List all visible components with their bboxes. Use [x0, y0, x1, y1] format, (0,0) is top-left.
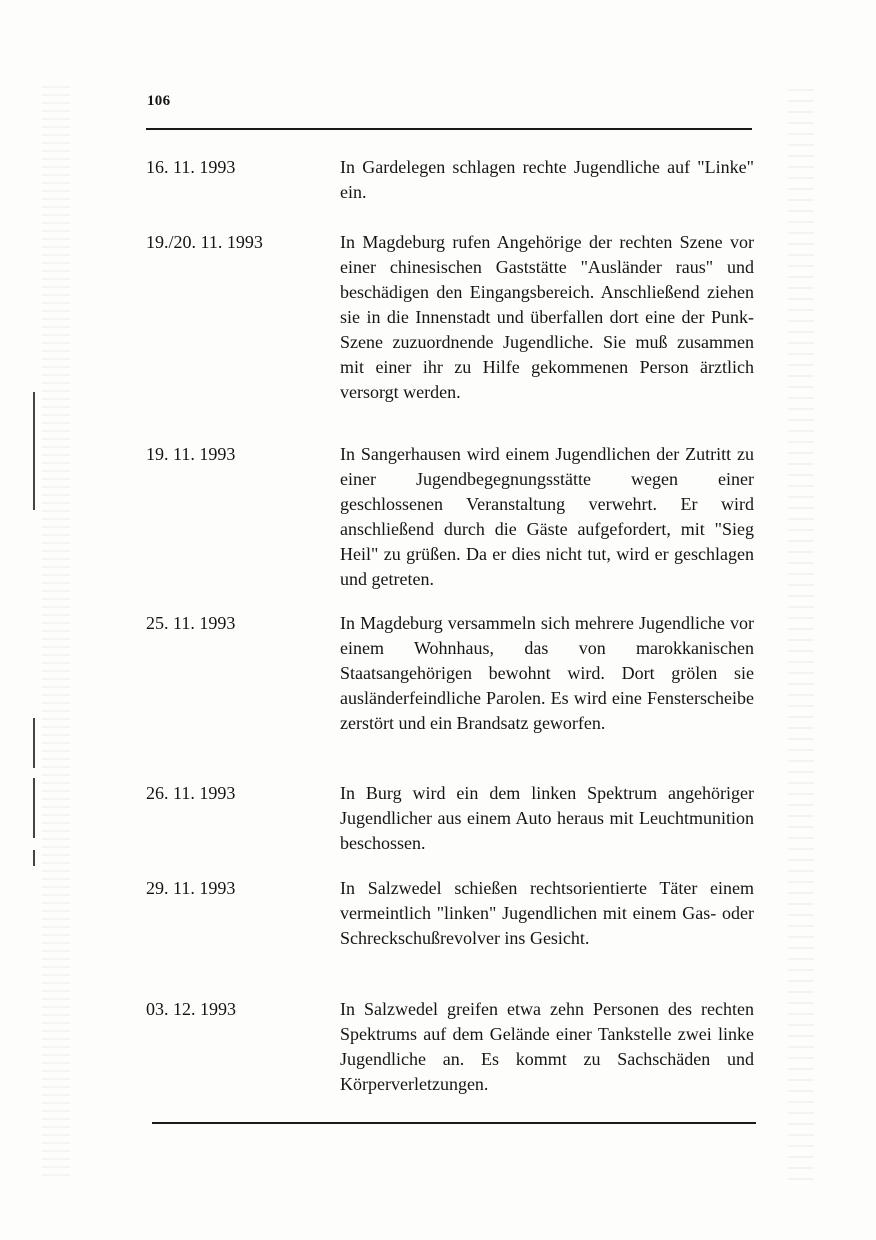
entry-date: 16. 11. 1993: [146, 157, 236, 177]
scan-edge-right: [788, 80, 814, 1180]
scan-mark: [33, 392, 35, 510]
entry-text: In Burg wird ein dem linken Spektrum angehöriger Jugendlicher aus einem Auto heraus mit Leuchtmunition beschossen.: [340, 783, 754, 853]
entry-text: In Gardelegen schlagen rechte Jugendliche auf "Linke" ein.: [340, 157, 754, 202]
scan-mark: [33, 718, 35, 768]
entry-text: In Sangerhausen wird einem Jugendlichen der Zutritt zu einer Jugendbegegnungsstätte wegen einer geschlossenen Veranstaltung verwehrt. Er wird anschließend durch die Gäste aufgefordert, mit "Sieg Heil" zu grüßen. Da er dies nicht tut, wird er geschlagen und getreten.: [340, 444, 754, 589]
entry-date: 26. 11. 1993: [146, 783, 236, 803]
entry-text: In Magdeburg versammeln sich mehrere Jugendliche vor einem Wohnhaus, das von marokkanischen Staatsangehörigen bewohnt wird. Dort grölen sie ausländerfeindliche Parolen. Es wird eine Fensterscheibe zerstört und ein Brandsatz geworfen.: [340, 613, 754, 733]
entry-text: In Salzwedel greifen etwa zehn Personen des rechten Spektrums auf dem Gelände einer Tankstelle zwei linke Jugendliche an. Es kommt zu Sachschäden und Körperverletzungen.: [340, 999, 754, 1094]
header-rule: [146, 128, 752, 130]
scan-mark: [33, 778, 35, 838]
entry-date: 19. 11. 1993: [146, 444, 236, 464]
entry-date: 25. 11. 1993: [146, 613, 236, 633]
entry-text: In Salzwedel schießen rechtsorientierte Täter einem vermeintlich "linken" Jugendlichen mit einem Gas- oder Schreckschußrevolver ins Gesicht.: [340, 878, 754, 948]
entry-date: 29. 11. 1993: [146, 878, 236, 898]
page-number: 106: [147, 93, 171, 109]
entry-text: In Magdeburg rufen Angehörige der rechten Szene vor einer chinesischen Gaststätte "Ausländer raus" und beschädigen den Eingangsbereich. Anschließend ziehen sie in die Innenstadt und überfallen dort eine der Punk-Szene zuzuordnende Jugendliche. Sie muß zusammen mit einer ihr zu Hilfe gekommenen Person ärztlich versorgt werden.: [340, 232, 754, 402]
entry-date: 03. 12. 1993: [146, 999, 236, 1019]
scan-edge-left: [42, 80, 70, 1180]
footer-rule: [152, 1122, 756, 1124]
scan-mark: [33, 850, 35, 866]
entry-date: 19./20. 11. 1993: [146, 232, 263, 252]
